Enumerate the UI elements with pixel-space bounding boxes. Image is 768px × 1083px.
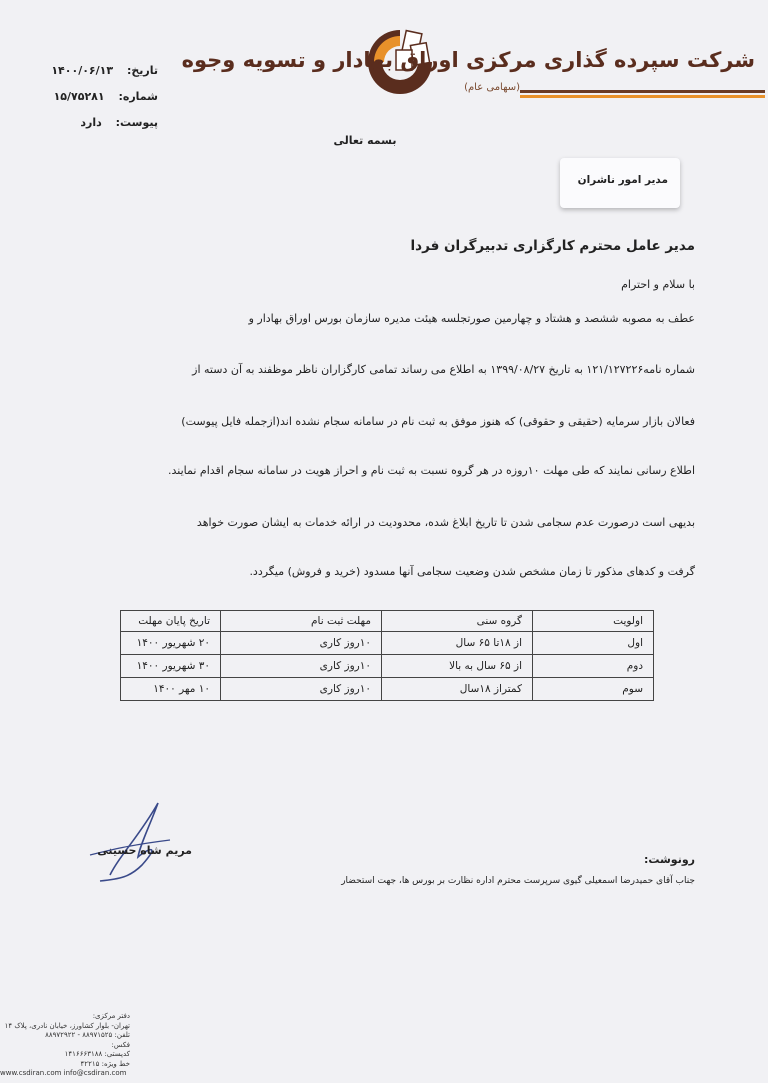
cc-label: رونوشت: [643,853,695,866]
table-cell: ۱۰روز کاری [221,655,382,678]
cc-text: جناب آقای حمیدرضا اسمعیلی گیوی سرپرست محترم اداره نظارت بر بورس ها، جهت استحضار [341,876,695,886]
table-cell: از ۱۸تا ۶۵ سال [382,632,533,655]
signature-scribble [80,795,180,885]
header-deadline-date: تاریخ پایان مهلت [121,611,221,632]
signer-name: مریم شاه حسینی [97,844,192,857]
table-row [121,632,654,655]
footer-line: دفتر مرکزی: [92,1012,130,1020]
header-age-group: گروه سنی [382,611,533,632]
body-line: بدیهی است درصورت عدم سجامی شدن تا تاریخ ابلاغ شده، محدودیت در ارائه خدمات به ایشان صورت خواهد [196,516,695,529]
number-label: شماره: [118,90,158,103]
table-cell: ۳۰ شهریور ۱۴۰۰ [121,655,221,678]
header-registration-period: مهلت ثبت نام [221,611,382,632]
recipient-tag [560,158,680,208]
table-cell: از ۶۵ سال به بالا [382,655,533,678]
attachment-value: دارد [80,116,102,129]
footer-line: کدپستی: ۱۴۱۶۶۶۳۱۸۸ [64,1050,130,1058]
table-cell: ۱۰روز کاری [221,632,382,655]
table-header-row [121,611,654,632]
deadline-table [120,610,654,701]
table-row [121,655,654,678]
table-cell: ۲۰ شهریور ۱۴۰۰ [121,632,221,655]
body-line: اطلاع رسانی نمایند که طی مهلت ۱۰روزه در هر گروه نسبت به ثبت نام و احراز هویت در سامانه سجام اقدام نمایند. [167,464,695,477]
table-cell: دوم [533,655,654,678]
table-cell: ۱۰روز کاری [221,678,382,701]
header-priority: اولویت [533,611,654,632]
footer-line: www.csdiran.com info@csdiran.com [0,1069,127,1077]
table-cell: اول [533,632,654,655]
footer-line: تهران- بلوار کشاورز، خیابان نادری، پلاک ۱۴ [4,1021,130,1030]
footer-line: فکس: [111,1040,130,1049]
number-value: ۱۵/۷۵۲۸۱ [53,90,105,103]
body-line: فعالان بازار سرمایه (حقیقی و حقوقی) که هنوز موفق به ثبت نام در سامانه سجام نشده اند(ازجمله فایل پیوست) [181,415,695,428]
greeting: با سلام و احترام [621,278,695,291]
body-line: عطف به مصوبه ششصد و هشتاد و چهارمین صورتجلسه هیئت مدیره سازمان بورس اوراق بهادار و [248,312,695,325]
attachment-label: پیوست: [115,116,158,129]
footer-line: خط ویژه: ۴۲۲۱۵ [80,1059,130,1068]
table-cell: ۱۰ مهر ۱۴۰۰ [121,678,221,701]
company-name: شرکت سپرده گذاری مرکزی اوراق بهادار و تسویه وجوه [181,48,755,72]
header-stripe-dark [520,90,765,93]
table-cell: سوم [533,678,654,701]
body-line: گرفت و کدهای مذکور تا زمان مشخص شدن وضعیت سجامی آنها مسدود (خرید و فروش) میگردد. [249,565,695,578]
footer-contact [0,1012,130,1079]
date-value: ۱۴۰۰/۰۶/۱۳ [51,64,114,77]
addressee: مدیر عامل محترم کارگزاری تدبیرگران فردا [410,238,695,254]
date-label: تاریخ: [126,64,158,77]
meta-number [54,90,158,103]
recipient-tag-text: مدیر امور ناشران [577,174,668,186]
header-stripe-orange [520,95,765,98]
company-type: (سهامی عام) [464,82,520,93]
meta-attachment [80,116,158,129]
body-line: شماره نامه۱۲۱/۱۲۷۲۲۶ به تاریخ ۱۳۹۹/۰۸/۲۷ به اطلاع می رساند تمامی کارگزاران ناظر موظفند به آن دسته از [192,363,695,376]
meta-date [51,64,158,77]
footer-line: تلفن: ۸۸۹۷۱۵۲۵ - ۸۸۹۷۲۹۲۲ [45,1031,130,1039]
table-cell: کمتراز ۱۸سال [382,678,533,701]
table-row [121,678,654,701]
bismillah: بسمه تعالی [333,134,397,147]
